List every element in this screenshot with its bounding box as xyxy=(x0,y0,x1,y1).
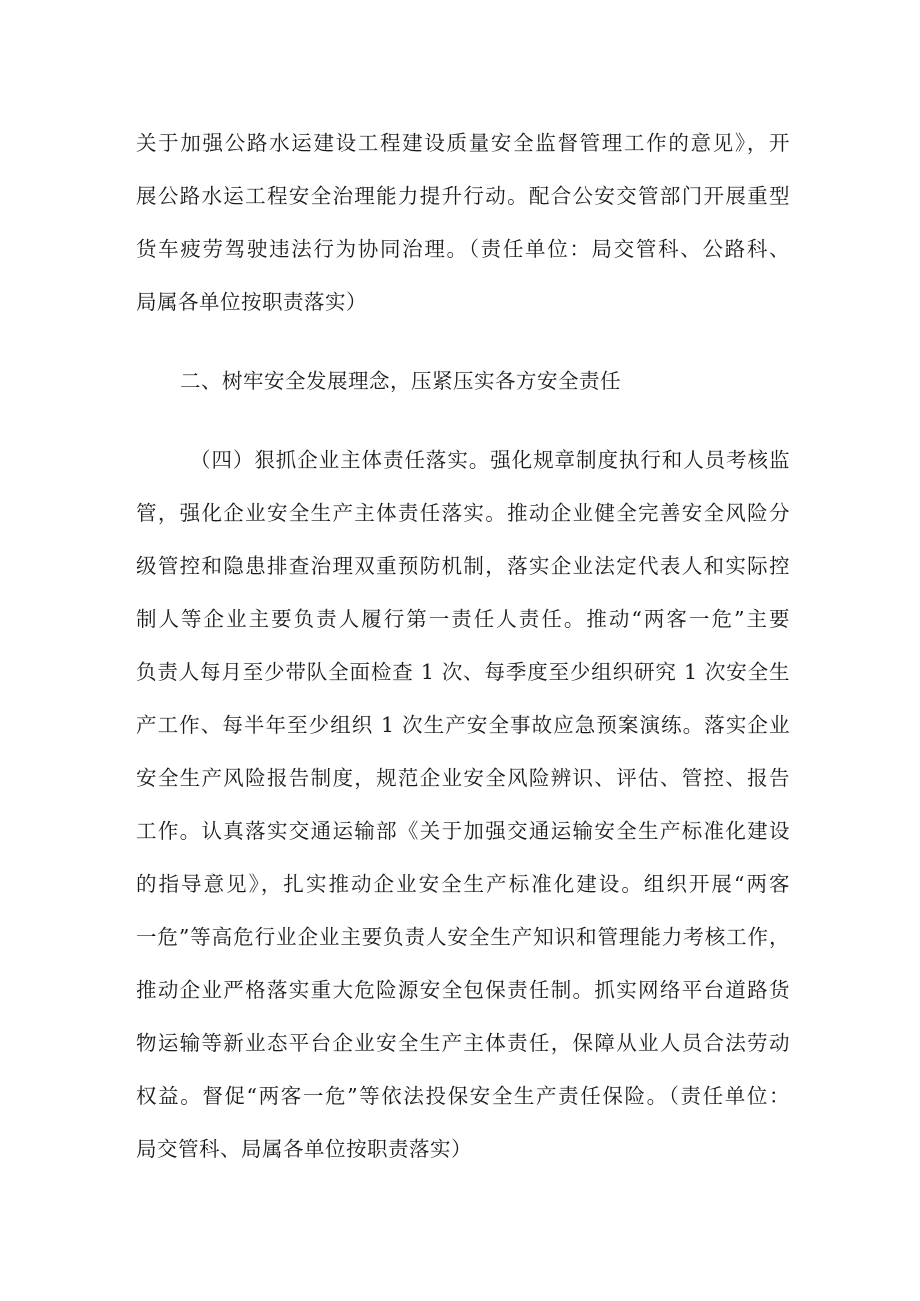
paragraph-gap xyxy=(136,408,790,434)
text-line: 的指导意见》，扎实推动企业安全生产标准化建设。组织开展“两客 xyxy=(136,872,790,896)
paragraph-four xyxy=(136,434,790,1176)
text-line: （四）狠抓企业主体责任落实。强化规章制度执行和人员考核监 xyxy=(190,448,790,472)
text-line: 局属各单位按职责落实） xyxy=(136,290,367,314)
text-line: 关于加强公路水运建设工程建设质量安全监督管理工作的意见》，开 xyxy=(136,131,790,155)
document-body xyxy=(136,117,790,1176)
paragraph-continuation xyxy=(136,117,790,329)
text-line: 货车疲劳驾驶违法行为协同治理。（责任单位：局交管科、公路科、 xyxy=(136,237,790,261)
text-line: 局交管科、局属各单位按职责落实） xyxy=(136,1137,472,1161)
text-line: 推动企业严格落实重大危险源安全包保责任制。抓实网络平台道路货 xyxy=(136,978,790,1002)
text-line: 产工作、每半年至少组织 1 次生产安全事故应急预案演练。落实企业 xyxy=(136,713,790,737)
paragraph-gap xyxy=(136,329,790,355)
text-line: 工作。认真落实交通运输部《关于加强交通运输安全生产标准化建设 xyxy=(136,819,790,843)
text-line: 权益。督促“两客一危”等依法投保安全生产责任保险。（责任单位： xyxy=(136,1084,790,1108)
text-line: 一危”等高危行业企业主要负责人安全生产知识和管理能力考核工作， xyxy=(136,925,790,949)
text-line: 管，强化企业安全生产主体责任落实。推动企业健全完善安全风险分 xyxy=(136,501,790,525)
text-line: 负责人每月至少带队全面检查 1 次、每季度至少组织研究 1 次安全生 xyxy=(136,660,790,684)
section-heading: 二、树牢安全发展理念，压紧压实各方安全责任 xyxy=(180,369,621,393)
text-line: 物运输等新业态平台企业安全生产主体责任，保障从业人员合法劳动 xyxy=(136,1031,790,1055)
text-line: 安全生产风险报告制度，规范企业安全风险辨识、评估、管控、报告 xyxy=(136,766,790,790)
text-line: 级管控和隐患排查治理双重预防机制，落实企业法定代表人和实际控 xyxy=(136,554,790,578)
text-line: 展公路水运工程安全治理能力提升行动。配合公安交管部门开展重型 xyxy=(136,184,790,208)
text-line: 制人等企业主要负责人履行第一责任人责任。推动“两客一危”主要 xyxy=(136,607,790,631)
